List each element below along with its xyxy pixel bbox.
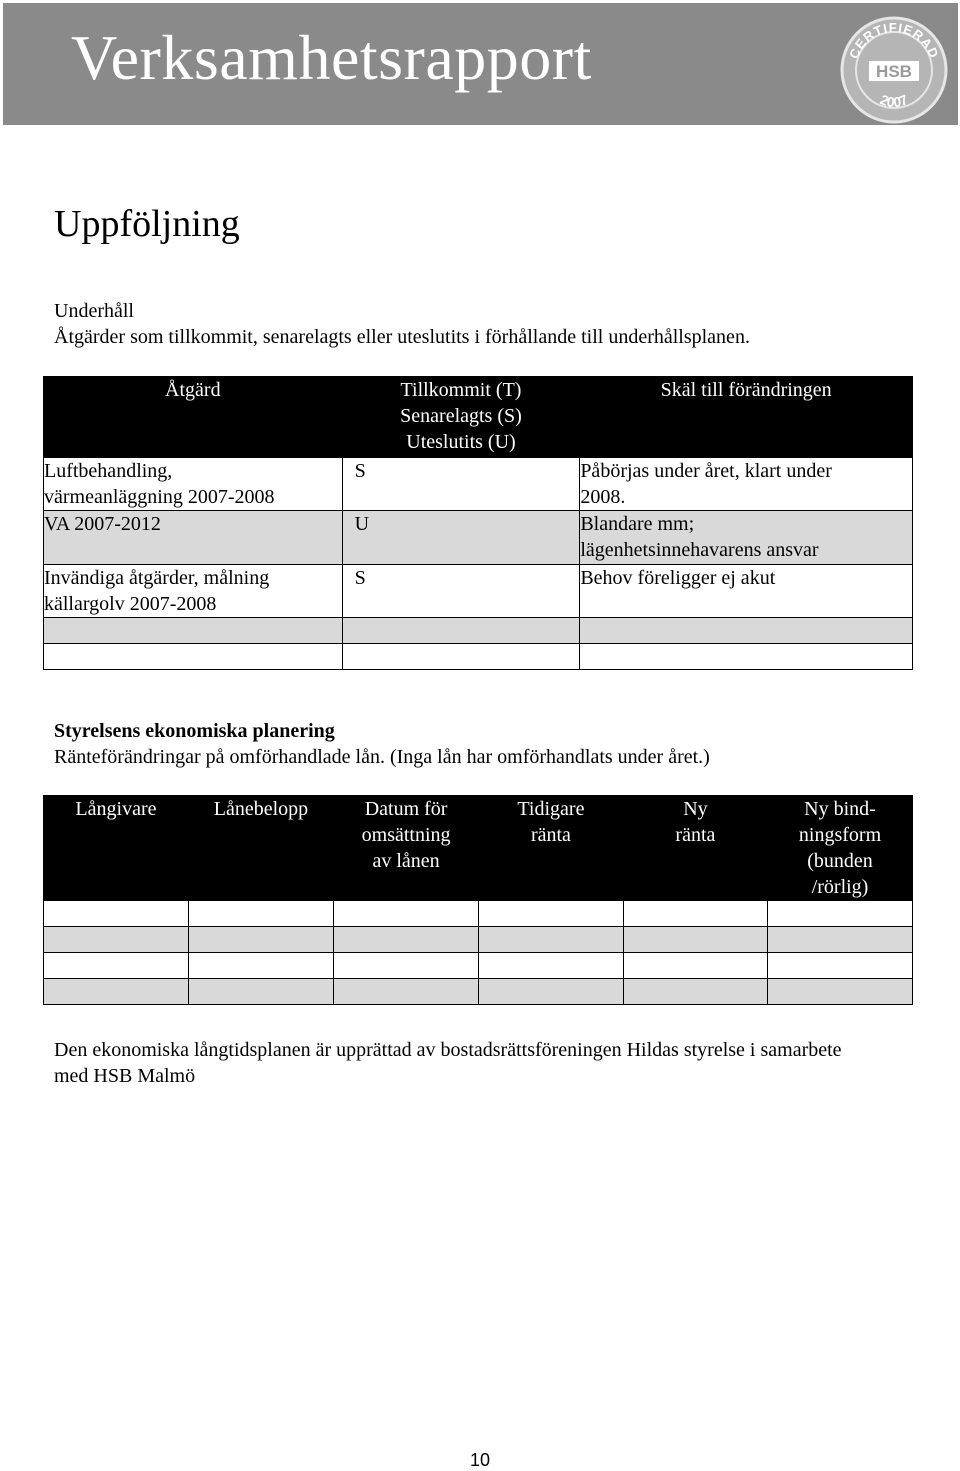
loan-table	[43, 795, 913, 1005]
empty-cell	[768, 979, 913, 1005]
empty-cell	[188, 953, 333, 979]
empty-cell	[44, 927, 189, 953]
header-form-line: ningsform	[798, 824, 882, 846]
header-binding-form	[768, 796, 913, 901]
header-form-line: (bunden	[807, 850, 873, 872]
header-amount: Lånebelopp	[188, 796, 333, 901]
action-text: Invändiga åtgärder, målning	[44, 567, 270, 589]
reason-text: Blandare mm;	[580, 513, 695, 535]
page-heading: Uppföljning	[54, 203, 240, 245]
empty-cell	[623, 979, 767, 1005]
page-number: 10	[470, 1450, 491, 1470]
empty-cell	[44, 953, 189, 979]
header-reason: Skäl till förändringen	[580, 377, 913, 458]
empty-cell	[44, 979, 189, 1005]
loan-header-row	[44, 796, 913, 901]
header-banner	[3, 3, 958, 125]
empty-cell	[768, 927, 913, 953]
seal-year: 2007	[877, 91, 911, 111]
maintenance-intro	[54, 298, 750, 350]
action-text: källargolv 2007-2008	[44, 593, 217, 615]
maintenance-label: Underhåll	[54, 300, 134, 322]
empty-cell	[334, 927, 479, 953]
action-text: värmeanläggning 2007-2008	[44, 486, 275, 508]
header-lender: Långivare	[44, 796, 189, 901]
finance-title-text: Styrelsens ekonomiska planering	[54, 720, 335, 742]
header-new-line: ränta	[675, 824, 716, 846]
header-status-line: Senarelagts (S)	[400, 405, 522, 427]
reason-cell: Behov föreligger ej akut	[580, 565, 913, 618]
empty-cell	[44, 901, 189, 927]
empty-cell	[342, 618, 580, 644]
empty-row	[44, 927, 913, 953]
empty-cell	[188, 979, 333, 1005]
header-date-line: Datum för	[364, 798, 448, 820]
maintenance-table	[43, 376, 913, 670]
empty-cell	[479, 979, 624, 1005]
empty-cell	[479, 901, 624, 927]
header-prev-line: ränta	[530, 824, 571, 846]
seal-brand: HSB	[876, 62, 912, 81]
header-new-line: Ny	[683, 798, 708, 820]
header-new-rate	[623, 796, 767, 901]
action-cell	[44, 458, 343, 511]
header-date	[334, 796, 479, 901]
finance-description: Ränteförändringar på omförhandlade lån. (Inga lån har omförhandlats under året.)	[54, 746, 710, 768]
finance-title	[54, 718, 710, 744]
empty-cell	[334, 901, 479, 927]
report-title: Verksamhetsrapport	[71, 22, 592, 93]
empty-cell	[623, 927, 767, 953]
empty-cell	[580, 618, 913, 644]
reason-text: lägenhetsinnehavarens ansvar	[580, 539, 819, 561]
header-form-line: Ny bind-	[804, 798, 876, 820]
header-status-line: Tillkommit (T)	[400, 379, 522, 401]
status-cell: S	[342, 565, 580, 618]
empty-cell	[580, 644, 913, 670]
empty-cell	[44, 618, 343, 644]
header-form-line: /rörlig)	[811, 876, 869, 898]
empty-cell	[334, 979, 479, 1005]
empty-cell	[188, 927, 333, 953]
status-cell: S	[342, 458, 580, 511]
empty-cell	[334, 953, 479, 979]
header-status-line: Uteslutits (U)	[406, 431, 516, 453]
reason-cell	[580, 511, 913, 565]
empty-cell	[44, 644, 343, 670]
header-action: Åtgärd	[44, 377, 343, 458]
finance-section	[54, 718, 710, 770]
table-row	[44, 458, 913, 511]
header-status	[342, 377, 580, 458]
header-prev-line: Tidigare	[517, 798, 585, 820]
seal-top-text: CERTIFIERAD	[846, 19, 942, 61]
empty-cell	[479, 927, 624, 953]
header-previous-rate	[479, 796, 624, 901]
table-row	[44, 565, 913, 618]
action-text: Luftbehandling,	[44, 460, 173, 482]
empty-cell	[479, 953, 624, 979]
empty-cell	[768, 953, 913, 979]
empty-row	[44, 901, 913, 927]
closing-statement: Den ekonomiska långtidsplanen är upprättad av bostadsrättsföreningen Hildas styrelse i samarbete med HSB Malmö	[54, 1039, 842, 1087]
empty-cell	[188, 901, 333, 927]
header-date-line: av lånen	[372, 850, 440, 872]
reason-cell	[580, 458, 913, 511]
maintenance-description: Åtgärder som tillkommit, senarelagts eller uteslutits i förhållande till underhållsplanen.	[54, 326, 750, 348]
empty-cell	[342, 644, 580, 670]
empty-row	[44, 644, 913, 670]
maintenance-header-row	[44, 377, 913, 458]
header-date-line: omsättning	[361, 824, 451, 846]
reason-text: 2008.	[580, 486, 626, 508]
empty-cell	[623, 901, 767, 927]
empty-cell	[768, 901, 913, 927]
reason-text: Påbörjas under året, klart under	[580, 460, 832, 482]
action-cell: VA 2007-2012	[44, 511, 343, 565]
empty-cell	[623, 953, 767, 979]
hsb-certified-seal-icon	[839, 15, 949, 125]
empty-row	[44, 618, 913, 644]
status-cell: U	[342, 511, 580, 565]
empty-row	[44, 979, 913, 1005]
table-row	[44, 511, 913, 565]
empty-row	[44, 953, 913, 979]
action-cell	[44, 565, 343, 618]
